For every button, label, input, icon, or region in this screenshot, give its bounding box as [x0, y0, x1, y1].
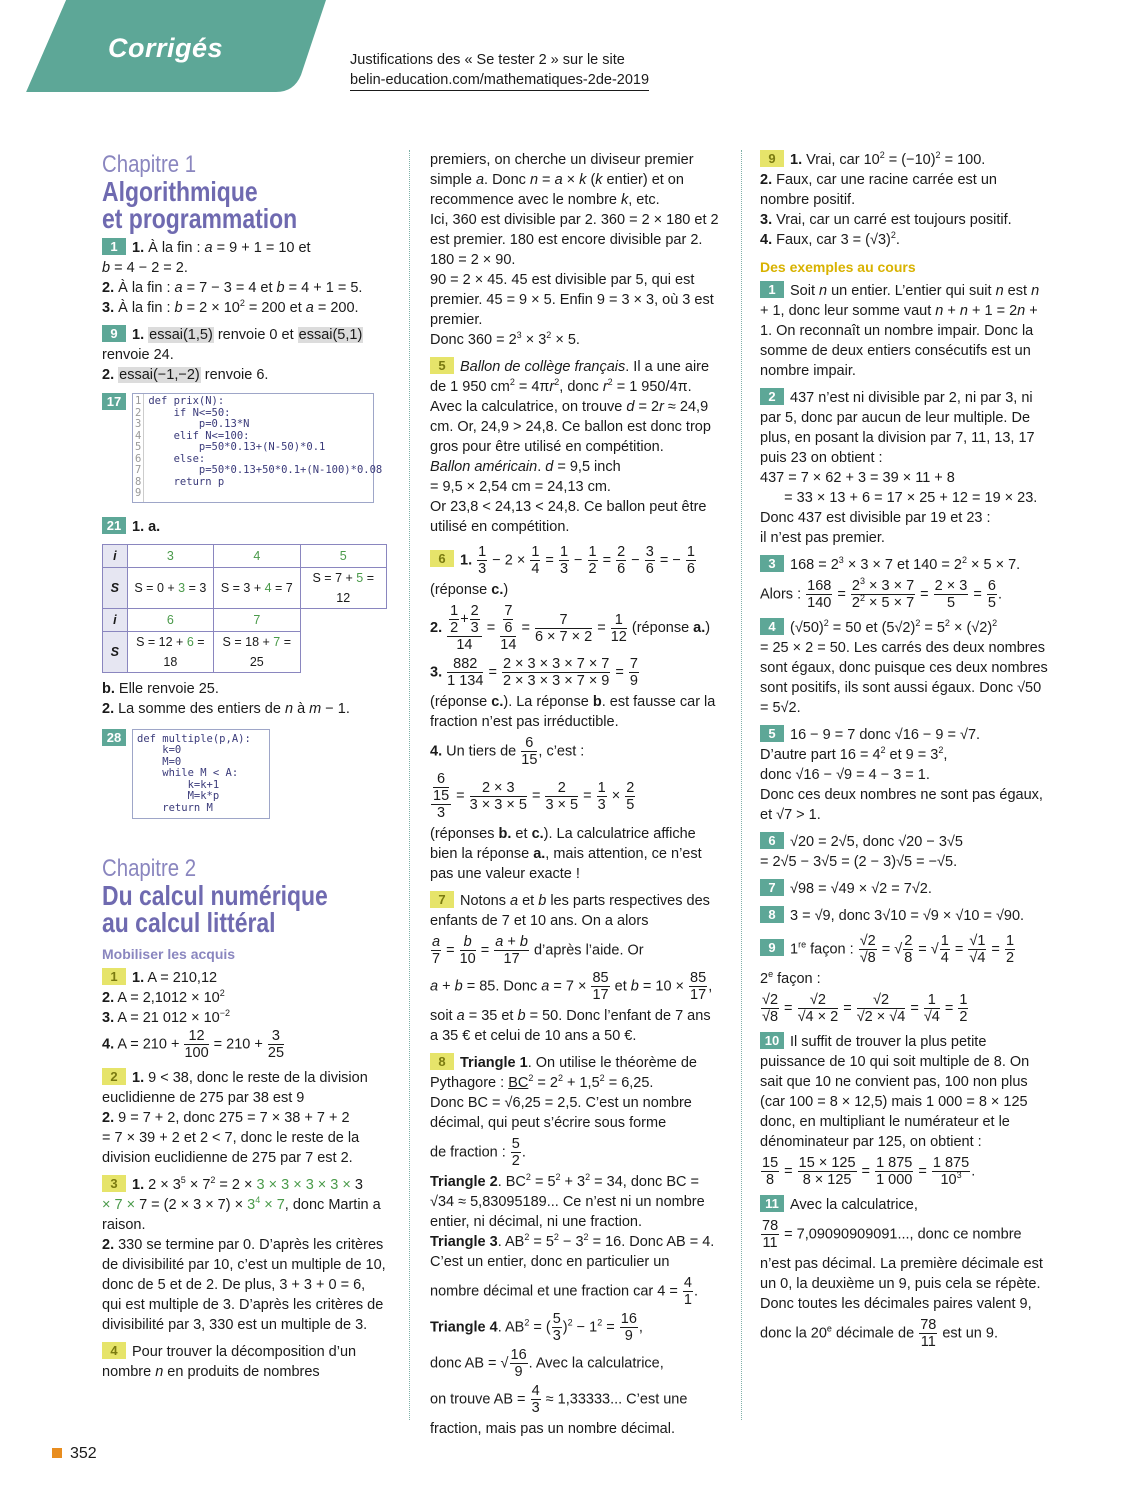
section-heading: Mobiliser les acquis: [102, 946, 236, 962]
chapter-title-line: Du calcul numérique: [102, 880, 328, 911]
example-8: 8 3 = √9, donc 3√10 = √9 × √10 = √90.: [760, 906, 1050, 926]
exercise-3: 3 1. $2 \times 3^5 \times 7^2 = 2 \times 3 \times 3 \times 3 \times 3 \times 3$ × $7 \times 7 = (2 \times 3 \times 7) \times 3^4 \times 7$, donc Martin a raison. 2. 330 se termine par 0. D’après les critères de divisibilité par 10, c’est un multiple de 10, donc de 5 et de 2. De plus, 3 + 3 + 0 = 6, qui est multiple de 3. D’après les critères de divisibilité par 3, 330 est un multiple de 3.: [102, 1175, 386, 1333]
example-5: 5 16 − 9 = 7 donc √16 − 9 = √7. D’autre part $16 = 4^2$ et $9 = 3^2$, donc √16 − √9 = 4 − 3 = 1. Donc ces deux nombres ne sont pas égaux, et √7 > 1.: [760, 726, 1043, 823]
column-separator: [741, 150, 742, 1420]
exercise-5: 5 Ballon de collège français. Il a une aire de 1 950 $cm^2 = 4\pi r^2$, donc $r^2 = 1$ 950/4π. Avec la calculatrice, on trouve d = 2r ≈ 24,9 cm. Or, 24,9 > 24,8. Ce ballon est donc trop gros pour être utilisé en compétition. Ballon américain. d = 9,5 inch = 9,5 × 2,54 cm = 24,13 cm. Or 23,8 < 24,13 < 24,8. Ce ballon peut être utilisé en compétition.: [430, 358, 711, 535]
exercise-4-cont: premiers, on cherche un diviseur premier simple a. Donc n = a × k (k entier) et on recommence avec le nombre k, etc. Ici, 360 est divisible par 2. 360 = 2 × 180 et 2 est premier. 180 est encore divisible par 2. 180 = 2 × 90. 90 = 2 × 45. 45 est divisible par 5, qui est premier. 45 = 9 × 5. Enfin 9 = 3 × 3, où 3 est premier. Donc $360 = 2^3 \times 3^2 \times 5$.: [430, 152, 719, 348]
column-2: [430, 150, 720, 1446]
example-6: 6 √20 = 2√5, donc √20 − 3√5 = 2√5 − 3√5 = (2 − 3)√5 = −√5.: [760, 833, 963, 870]
code-block: 1 2 3 4 5 6 7 8 9 def prix(N): if N<=50: p=0.13*N elif N<=100: p=50*0.13+(N-50)*0.1 else: p=50*0.13+50*0.1+(N-100)*0.08 return p: [132, 393, 374, 503]
chapter-title-line: au calcul littéral: [102, 907, 276, 938]
example-7: 7 √98 = √49 × √2 = 7√2.: [760, 879, 1050, 899]
exercise-28: 28 def multiple(p,A): k=0 M=0 while M < A: k=k+1 M=k*p return M: [102, 729, 387, 820]
column-separator: [409, 150, 410, 1420]
exercise-21-cont: b. Elle renvoie 25. 2. La somme des entiers de n à m − 1.: [102, 680, 350, 717]
exercise-2: 2 1. 9 < 38, donc le reste de la division euclidienne de 275 par 38 est 9 2. 9 = 7 + 2, donc 275 = 7 × 38 + 7 + 2 = 7 × 39 + 2 et 2 < 7, donc le reste de la division euclidienne de 275 par 7 est 2.: [102, 1069, 368, 1166]
exercise-1: 1 1. A = 210,12 2. $A = 2,1012 \times 10^2$ 3. A = 21 $012 \times 10^{-2}$ 4. A = 210 + $\frac{12}{100}$ = 210 + $\frac{3}{25}$: [102, 969, 285, 1061]
example-1: 1 Soit n un entier. L’entier qui suit n est n + 1, donc leur somme vaut n + n + 1 = 2n + 1. On reconnaît un nombre impair. Donc la somme de deux entiers consécutifs est un nombre impair.: [760, 282, 1040, 379]
chapter-number: Chapitre 2: [102, 855, 197, 882]
chapter-title-line: et programmation: [102, 203, 298, 234]
exercise-6: 6 1. $\frac{1}{3}$ − 2 × $\frac{1}{4}$ = $\frac{1}{3}$ − $\frac{1}{2}$ = $\frac{2}{6}$ − $\frac{3}{6}$ = − $\frac{1}{6}$ (réponse c.) 2. $\frac{1}{2}$ + $\frac{2}{3}$ 14 = $\frac{\frac{7}{6}}{14}$ = $\frac{7}{6 \times 7 \times 2}$ = $\frac{1}{12}$ (réponse a.) 3. $\frac{882}{1 134}$ = $\frac{2 \times 3 \times 3 \times 7 \times 7}{2 \times 3 \times 3 \times 7 \times 9}$ = $\frac{7}{9}$ (réponse c.). La réponse b. est fausse car la fraction n’est pas irréductible. 4. Un tiers de $\frac{6}{15}$ , c’est : $\frac{\frac{6}{15}}{3}$ = $\frac{2 \times 3}{3 \times 3 \times 5}$ = $\frac{2}{3 \times 5}$ = $\frac{1}{3}$ × $\frac{2}{5}$ (réponses b. et c.). La calculatrice affiche bien la réponse a., mais attention, ce n’est pas une valeur exacte !: [430, 544, 716, 882]
exercise-4: 4 Pour trouver la décomposition d’un nombre n en produits de nombres: [102, 1343, 357, 1380]
chapter-title-line: Algorithmique: [102, 176, 258, 207]
example-4: 4 $(√50)^2 = 50$ et $(5√2)^2 = 5^2 \times (√2)^2$ = 25 × 2 = 50. Les carrés des deux nombres sont égaux, donc puisque ces deux nombres sont positifs, ils sont aussi égaux. Donc √50 = 5√2.: [760, 618, 1048, 716]
column-1: [102, 150, 387, 1389]
exercise-9: 9 1. Vrai, car $10^2 = (-10)^2 = 100$. 2. Faux, car une racine carrée est un nombre positif. 3. Vrai, car un carré est toujours positif. 4. Faux, car $3 = (√3)^2$.: [760, 150, 1012, 248]
header-title: Corrigés: [108, 33, 224, 63]
example-10: 10 Il suffit de trouver la plus petite puissance de 10 qui soit multiple de 8. On sait que 10 ne convient pas, 100 non plus (car 100 = 8 × 12,5) mais 1 000 = 8 × 125 donc, en multipliant le numérateur et le dénominateur par 125, on obtient : $\frac{15}{8}$ = $\frac{15 \times 125}{8 \times 125}$ = $\frac{1 875}{1 000}$ = $\frac{1 875}{10^3}$ .: [760, 1033, 1030, 1188]
example-2: 2 437 n’est ni divisible par 2, ni par 3, ni par 5, donc par aucun de leur multiple. De plus, en posant la division par 7, 11, 13, 17 puis 23 on obtient : 437 = 7 × 62 + 3 = 39 × 11 + 8 = 33 × 13 + 6 = 17 × 25 + 12 = 19 × 23. Donc 437 est divisible par 19 et 23 : il n’est pas premier.: [760, 389, 1038, 546]
chapter-title: [102, 882, 336, 936]
example-9: 9 1re façon : $\frac{√2}{√8}$ = √ $\frac{2}{8}$ = √ $\frac{1}{4}$ = $\frac{√1}{√4}$ = $\frac{1}{2}$ 2e façon : $\frac{√2}{√8}$ = $\frac{√2}{√4 \times 2}$ = $\frac{√2}{√2 \times √4}$ = $\frac{1}{√4}$ = $\frac{1}{2}$: [760, 933, 1015, 1025]
exercise-21: 21 1. a.: [102, 517, 387, 537]
chapter-number: Chapitre 1: [102, 151, 197, 178]
exercise-7: 7 Notons a et b les parts respectives des enfants de 7 et 10 ans. On a alors $\frac{a}{7}$ = $\frac{b}{10}$ = $\frac{a + b}{17}$ d’après l’aide. Or a + b = 85. Donc a = 7 × $\frac{85}{17}$ et b = 10 × $\frac{85}{17}$ , soit a = 35 et b = 50. Donc l’enfant de 7 ans a 35 € et celui de 10 ans a 50 €.: [430, 892, 713, 1044]
exercise-9: 9 1. essai(1,5) renvoie 0 et essai(5,1) renvoie 24. 2. essai(−1,−2) renvoie 6.: [102, 326, 363, 383]
section-heading: Des exemples au cours: [760, 259, 916, 275]
example-11: 11 Avec la calculatrice, $\frac{78}{11}$ = 7,09090909091..., donc ce nombre n’est pas décimal. La première décimale est un 0, la deuxième un 9, puis cela se répète. Donc toutes les décimales paires valent 9, donc la 20e décimale de $\frac{78}{11}$ est un 9.: [760, 1196, 1043, 1350]
header-url[interactable]: belin-education.com/mathematiques-2de-2019: [350, 70, 649, 91]
exercise-17: 17 1 2 3 4 5 6 7 8 9 def prix(N): if N<=50: p=0.13*N elif N<=100: p=50*0.13+(N-50)*0.1 else: p=50*0.13+50*0.1+(N-100)*0.08 return p: [102, 393, 387, 503]
table-21: i 3 4 5 S S = 0 + 3 = 3 S = 3 + 4 = 7 S = 7 + 5 = 12 i 6 7 S S = 12 + 6 = 18 S = 18 + 7 = 25: [102, 544, 387, 673]
code-block: def multiple(p,A): k=0 M=0 while M < A: k=k+1 M=k*p return M: [132, 729, 270, 820]
exercise-8: 8 Triangle 1. On utilise le théorème de Pythagore : $BC^2 = 2^2 + 1,5^2 = 6,25$. Donc BC = √6,25 = 2,5. C’est un nombre décimal, qui peut s’écrire sous forme de fraction : $\frac{5}{2}$ . Triangle 2. $BC^2 = 5^2 + 3^2 = 34$, donc BC = √34 ≈ 5,83095189... Ce n’est ni un nombre entier, ni décimal, ni une fraction. Triangle 3. $AB^2 = 5^2 - 3^2 = 16$. Donc AB = 4. C’est un entier, donc en particulier un nombre décimal et une fraction car 4 = $\frac{4}{1}$ . Triangle 4. $AB^2$ = ( $\frac{5}{3}$ )$^2 - 1^2$ = $\frac{16}{9}$ , donc AB = √ $\frac{16}{9}$ . Avec la calculatrice, on trouve AB = $\frac{4}{3}$ ≈ 1,33333... C’est une fraction, mais pas un nombre décimal.: [430, 1054, 715, 1437]
header-note: [350, 50, 649, 91]
example-3: 3 $168 = 2^3 \times 3 \times 7$ et $140 = 2^2 \times 5 \times 7$. Alors : $\frac{168}{140}$ = $\frac{2^3 \times 3 \times 7}{2^2 \times 5 \times 7}$ = $\frac{2 \times 3}{5}$ = $\frac{6}{5}$ .: [760, 555, 1021, 611]
header-note-line1: Justifications des « Se tester 2 » sur le site: [350, 52, 625, 68]
column-3: [760, 150, 1050, 1357]
chapter-title: [102, 178, 336, 232]
exercise-1: 1 1. À la fin : a = 9 + 1 = 10 et b = 4 − 2 = 2. 2. À la fin : a = 7 − 3 = 4 et b = 4 + 1 = 5. 3. À la fin : $b = 2 \times 10^2 = 200$ et a = 200.: [102, 239, 363, 316]
page-number: 352: [52, 1444, 97, 1464]
